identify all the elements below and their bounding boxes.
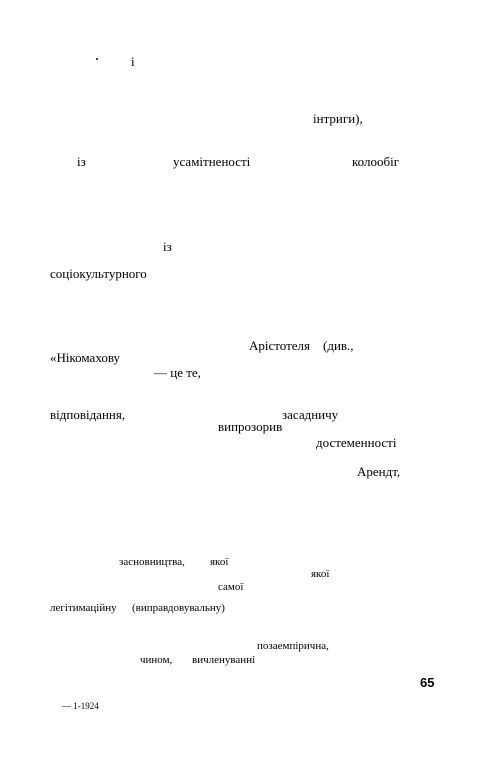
word-yakoi-1: якої <box>210 556 229 568</box>
word-koloobih: колообіг <box>352 154 400 169</box>
word-samoi: самої <box>218 581 244 593</box>
page-number: 65 <box>420 675 435 690</box>
word-vypravdovuvalnu: (виправдовувальну) <box>132 602 225 614</box>
word-dyv: (див., <box>323 338 354 353</box>
word-zasadnychu: засадничу <box>282 407 339 422</box>
word-chynom: чином, <box>140 654 173 666</box>
word-pozaempirychna: позаемпірична, <box>257 640 329 652</box>
word-nikomakhovu: «Нікомахову <box>50 350 121 365</box>
word-lehitymatsiinu: легітимаційну <box>50 602 117 614</box>
word-dostemennosti: достеменності <box>316 435 397 450</box>
word-sociokulturnoho: соціокультурного <box>50 266 147 281</box>
word-iz-2: із <box>163 239 172 254</box>
footer-mark: — 1-1924 <box>62 701 99 711</box>
word-tse-te: — це те, <box>154 365 201 380</box>
word-usamitnenosti: усамітненості <box>173 154 251 169</box>
word-vidpovidannia: відповідання, <box>50 407 126 422</box>
word-arendt: Арендт, <box>357 464 401 479</box>
word-yakoi-2: якої <box>311 568 330 580</box>
word-aristotelia: Арістотеля <box>249 338 311 353</box>
word-vychlenuvanni: вичленуванні <box>192 654 256 666</box>
word-vyprozoryv: випрозорив <box>218 419 283 434</box>
speck-mark <box>96 58 98 60</box>
word-i: і <box>131 54 135 69</box>
word-zasnovnytstva: засновництва, <box>119 556 185 568</box>
word-iz-1: із <box>77 154 86 169</box>
word-intryhy: інтриги), <box>313 111 363 126</box>
